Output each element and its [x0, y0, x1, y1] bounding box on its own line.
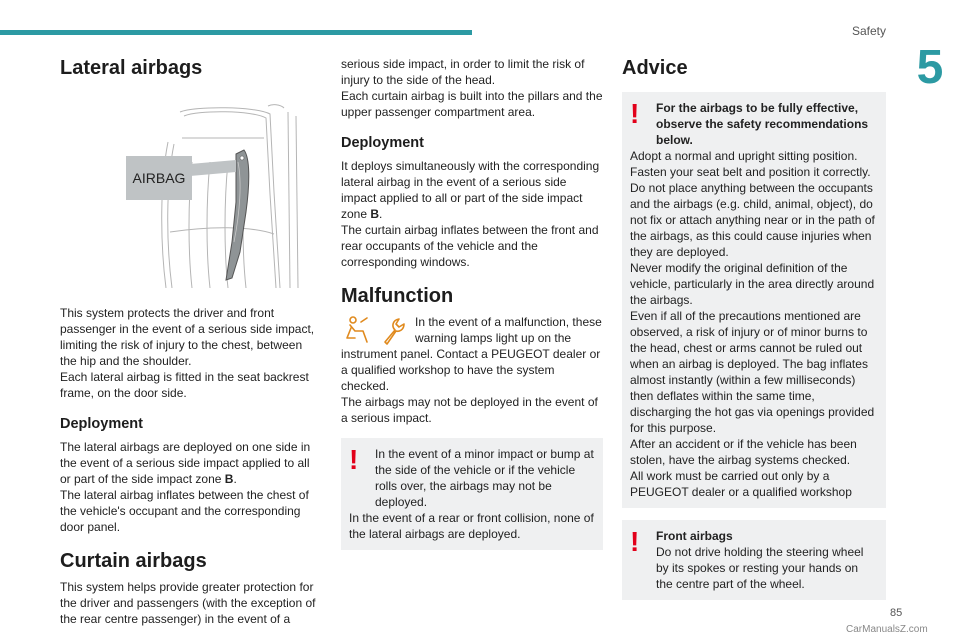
- advice-line: Do not place anything between the occupants and the airbags (e.g. child, animal, object), do not fix or attach anything near or in the path of the airbags, as this could cause injuries when they are deployed.: [630, 181, 875, 259]
- exclamation-icon: !: [630, 98, 640, 129]
- column-2: [341, 56, 603, 550]
- lateral-airbags-title: Lateral airbags: [60, 57, 203, 79]
- curtain-paragraph-1-end: serious side impact, in order to limit the risk of injury to the side of the head.: [341, 57, 585, 87]
- exclamation-icon: !: [349, 444, 359, 475]
- curtain-paragraph-2: Each curtain airbag is built into the pillars and the upper passenger compartment area.: [341, 89, 603, 119]
- curtain-deployment-paragraph-2: The curtain airbag inflates between the front and rear occupants of the vehicle and the corresponding windows.: [341, 223, 599, 269]
- section-name: Safety: [851, 24, 886, 38]
- advice-warning-head: For the airbags to be fully effective, observe the safety recommendations below.: [656, 101, 869, 147]
- curtain-paragraph-1-start: This system helps provide greater protection for the driver and passengers (with the exception of the rear centre passenger) in the event of a: [60, 580, 316, 626]
- watermark: CarManualsZ.com: [846, 624, 928, 635]
- airbag-warning-lamp-icons: [341, 314, 411, 346]
- lateral-deployment-title: Deployment: [60, 416, 143, 432]
- front-airbags-title: Front airbags: [656, 529, 733, 543]
- advice-line: After an accident or if the vehicle has been stolen, have the airbag systems checked.: [630, 437, 857, 467]
- malfunction-warning-box: [341, 438, 603, 550]
- malfunction-paragraph-1: In the event of a malfunction, these warning lamps light up on the instrument panel. Contact a PEUGEOT dealer or a qualified workshop to have the system checked.: [341, 315, 602, 393]
- seat-airbag-illustration: [60, 102, 322, 288]
- airbag-callout-label: AIRBAG: [132, 170, 186, 186]
- malfunction-block: [341, 314, 603, 426]
- malfunction-title: Malfunction: [341, 285, 454, 307]
- curtain-deployment-paragraph-1: It deploys simultaneously with the corresponding lateral airbag in the event of a serious side impact applied to all or part of the side impact zone B.: [341, 159, 600, 221]
- curtain-deployment-title: Deployment: [341, 135, 424, 151]
- malfunction-warning-paragraph-2: In the event of a rear or front collision, none of the lateral airbags are deployed.: [349, 511, 594, 541]
- front-airbags-text: Do not drive holding the steering wheel by its spokes or resting your hands on the centre part of the wheel.: [656, 545, 864, 591]
- curtain-airbags-title: Curtain airbags: [60, 550, 207, 572]
- header-accent-bar: [0, 30, 472, 35]
- chapter-number: 5: [916, 41, 944, 94]
- advice-line: Adopt a normal and upright sitting position.: [630, 149, 858, 163]
- column-1: [60, 56, 322, 627]
- lateral-paragraph-2: Each lateral airbag is fitted in the seat backrest frame, on the door side.: [60, 370, 309, 400]
- page-number: 85: [890, 607, 903, 619]
- column-3: [622, 56, 886, 600]
- malfunction-warning-paragraph-1: In the event of a minor impact or bump at the side of the vehicle or if the vehicle rolls over, the airbags may not be deployed.: [375, 447, 594, 509]
- advice-line: Never modify the original definition of the vehicle, particularly in the area directly around the airbags.: [630, 261, 875, 307]
- lateral-paragraph-1: This system protects the driver and front passenger in the event of a serious side impact, limiting the risk of injury to the chest, between the hip and the shoulder.: [60, 306, 315, 368]
- advice-line: Fasten your seat belt and position it correctly.: [630, 165, 871, 179]
- lateral-deployment-paragraph-1: The lateral airbags are deployed on one side in the event of a serious side impact applied to all or part of the side impact zone B.: [60, 440, 311, 486]
- exclamation-icon: !: [630, 526, 640, 557]
- advice-warning-box: [622, 92, 886, 508]
- lateral-deployment-paragraph-2: The lateral airbag inflates between the chest of the vehicle's occupant and the corresponding door panel.: [60, 488, 309, 534]
- front-airbags-warning-box: [622, 520, 886, 600]
- advice-line: All work must be carried out only by a PEUGEOT dealer or a qualified workshop: [630, 469, 852, 499]
- malfunction-paragraph-2: The airbags may not be deployed in the event of a serious impact.: [341, 395, 598, 425]
- advice-title: Advice: [622, 57, 688, 79]
- advice-line: Even if all of the precautions mentioned are observed, a risk of injury or of minor burns to the head, chest or arms cannot be ruled out when an airbag is deployed. The bag inflates almost instantly (within a few milliseconds) then deflates within the same time, discharging the hot gas via openings provided for this purpose.: [630, 309, 875, 435]
